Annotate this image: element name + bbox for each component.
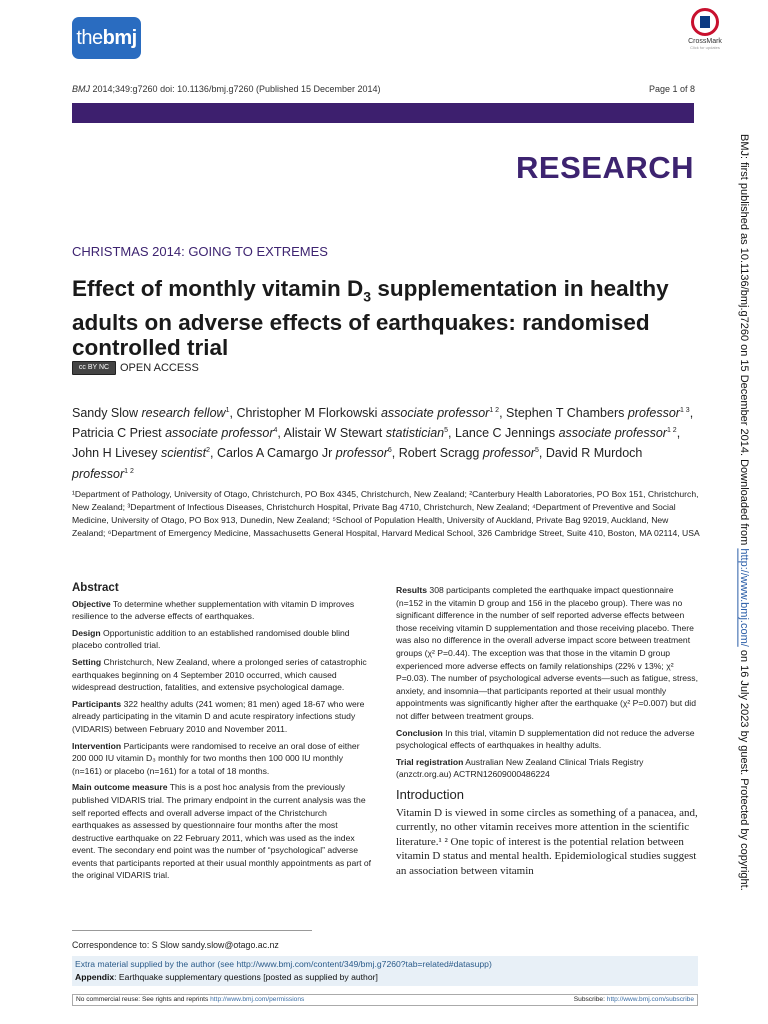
appendix-label: Appendix <box>75 972 115 982</box>
results-text: 308 participants completed the earthquake impact questionnaire (n=152 in the vitamin D group and 156 in the placebo group). There was no significant difference in the number of self reported adverse effects between those receiving vitamin D supplementation and those receiving placebo. There was also no difference in the overall adverse impact score between treatment groups (χ² P=0.44). The exception was that those in the vitamin D group experienced more adverse effects on family relationships (22% v 13%; χ² P=0.03). The number of psychological adverse events—such as fatigue, stress, anxiety, and insomnia—that participants reported at their usual monthly appointments was significantly higher after the earthquake (χ² P=0.007) but did not differ between treatment groups. <box>396 585 698 721</box>
permissions-link[interactable]: http://www.bmj.com/permissions <box>210 996 305 1003</box>
author-separator: , <box>277 426 284 441</box>
author-separator: , <box>391 446 399 461</box>
design-label: Design <box>72 627 101 638</box>
right-column <box>396 584 698 878</box>
journal-name: BMJ <box>72 84 90 94</box>
author-role: research fellow <box>141 406 226 421</box>
author <box>217 446 399 460</box>
objective-label: Objective <box>72 598 111 609</box>
outcome-text: This is a post hoc analysis from the previously published VIDARIS trial. The primary endpoint in the current analysis was the self reported effects and overall adverse impact of the Christchurch earthquakes as assessed by questionnaire four months after the most destructive earthquake on 22 February 2011, which was used as the index event. The secondary end point was the number of “psychological” adverse events that participants reported at their usual monthly appointments as part of the original VIDARIS trial. <box>72 782 372 881</box>
crossmark-sub: Click for updates <box>690 45 720 50</box>
abstract-participants <box>72 698 374 736</box>
author-name: John H Livesey <box>72 446 158 461</box>
footer-right-text: Subscribe: <box>573 996 607 1003</box>
author-name: Sandy Slow <box>72 406 139 421</box>
conclusion-text: In this trial, vitamin D supplementation did not reduce the adverse psychological effects of earthquakes in healthy adults. <box>396 727 695 751</box>
abstract-design <box>72 627 374 652</box>
author <box>506 406 693 420</box>
side-note-link[interactable]: http://www.bmj.com/ <box>738 548 750 647</box>
registration-label: Trial registration <box>396 756 464 767</box>
intervention-label: Intervention <box>72 740 122 751</box>
author <box>72 426 284 440</box>
design-text: Opportunistic addition to an established randomised double blind placebo controlled trial. <box>72 627 350 651</box>
abstract-outcome <box>72 781 374 882</box>
author-affil-sup: 4 <box>273 427 278 435</box>
author-role: associate professor <box>165 426 274 441</box>
introduction-text: Vitamin D is viewed in some circles as something of a panacea, and, currently, no other vitamin receives more attention in the scientific literature.¹ ² One topic of interest is the potential relation between vitamin D status and mental health. Epidemiological studies suggest an association between vitamin <box>396 806 698 877</box>
footer-right <box>574 995 694 1005</box>
crossmark-badge[interactable] <box>683 8 727 64</box>
author-role: professor <box>335 446 388 461</box>
author-separator: , <box>499 406 507 421</box>
logo-text-light: the <box>76 27 103 49</box>
author-affil-sup: 1 2 <box>489 407 500 414</box>
author-name: Robert Scragg <box>398 446 480 461</box>
abstract-column <box>72 582 374 886</box>
author-role: professor <box>627 406 680 421</box>
extra-material-box <box>72 956 698 986</box>
abstract-registration <box>396 756 698 781</box>
author-name: Christopher M Florkowski <box>236 406 378 421</box>
correspondence: Correspondence to: S Slow sandy.slow@otago.ac.nz <box>72 940 279 950</box>
author-role: professor <box>482 446 535 461</box>
author-role: associate professor <box>380 406 490 421</box>
author-name: Stephen T Chambers <box>506 406 625 421</box>
author-separator: , <box>689 406 694 421</box>
author-affil-sup: 1 2 <box>124 467 134 475</box>
footer-left-text: No commercial reuse: See rights and reprints <box>76 996 211 1003</box>
page-footer <box>72 994 698 1006</box>
affiliations: ¹Department of Pathology, University of Otago, Christchurch, PO Box 4345, Christchurch, New Zealand; ²Canterbury Health Laboratories, PO Box 151, Christchurch, New Zealand; ³Department of Infectious Diseases, Christchurch Hospital, Private Bag 4710, Christchurch, New Zealand; ⁴Department of Preventive and Social Medicine, University of Otago, PO Box 913, Dunedin, New Zealand; ⁵School of Population Health, University of Auckland, Private Bag 92019, Auckland, New Zealand; ⁶Department of Emergency Medicine, Massachusetts General Hospital, Harvard Medical School, 326 Cambridge Street, Suite 410, Boston, MA 02114, USA <box>72 489 700 538</box>
abstract-setting <box>72 656 374 694</box>
participants-text: 322 healthy adults (241 women; 81 men) aged 18-67 who were already participating in the vitamin D and acute respiratory infections study (VIDARIS) between February 2010 and November 2011. <box>72 698 365 734</box>
author-affil-sup: 5 <box>534 447 539 455</box>
crossmark-label: CrossMark <box>688 38 722 45</box>
author <box>72 446 217 460</box>
cc-license-icon[interactable]: cc BY NC <box>72 361 116 375</box>
subscribe-link[interactable]: http://www.bmj.com/subscribe <box>606 996 694 1003</box>
section-label: CHRISTMAS 2014: GOING TO EXTREMES <box>72 244 328 259</box>
page-number: Page 1 of 8 <box>648 84 695 94</box>
author-role: statistician <box>385 426 445 441</box>
article-title <box>72 276 712 360</box>
author-affil-sup: 5 <box>444 427 449 435</box>
appendix-text: : Earthquake supplementary questions [posted as supplied by author] <box>114 972 378 982</box>
abstract-conclusion <box>396 727 698 752</box>
author-affil-sup: 2 <box>206 447 211 455</box>
registration-text: Australian New Zealand Clinical Trials Registry (anzctr.org.au) ACTRN12609000486224 <box>396 756 644 780</box>
research-label: RESEARCH <box>516 150 694 185</box>
outcome-label: Main outcome measure <box>72 782 168 793</box>
appendix-line <box>75 971 698 984</box>
extra-material-link[interactable]: Extra material supplied by the author (see http://www.bmj.com/content/349/bmj.g7260?tab=related#datasupp) <box>75 959 492 969</box>
open-access-label: OPEN ACCESS <box>120 362 199 374</box>
title-subscript: 3 <box>363 288 372 305</box>
abstract-heading: Abstract <box>72 582 119 594</box>
author-affil-sup: 6 <box>387 447 392 455</box>
author-separator: , <box>210 446 217 461</box>
intervention-text: Participants were randomised to receive an oral dose of either 200 000 IU vitamin D₃ monthly for two months then 100 000 IU monthly (n=161) or placebo (n=161) for a total of 18 months. <box>72 740 360 776</box>
author-name: Patricia C Priest <box>72 426 162 441</box>
author-name: Lance C Jennings <box>455 426 556 441</box>
author-role: associate professor <box>558 426 667 441</box>
author-name: David R Murdoch <box>545 446 643 461</box>
author-separator: , <box>448 426 455 441</box>
abstract-intervention <box>72 740 374 778</box>
crossmark-icon <box>691 8 719 36</box>
participants-label: Participants <box>72 698 122 709</box>
bmj-logo[interactable] <box>72 17 141 59</box>
citation-line <box>72 84 381 94</box>
author-separator: , <box>229 406 237 421</box>
logo-text-bold: bmj <box>102 27 137 49</box>
author-affil-sup: 1 <box>225 407 230 414</box>
author <box>236 406 506 420</box>
setting-label: Setting <box>72 656 102 667</box>
introduction-heading: Introduction <box>396 786 464 802</box>
author-affil-sup: 1 3 <box>679 407 690 414</box>
author-separator: , <box>676 426 681 441</box>
abstract-results <box>396 584 698 723</box>
abstract-objective <box>72 598 374 623</box>
author-separator: , <box>538 446 546 461</box>
setting-text: Christchurch, New Zealand, where a prolonged series of catastrophic earthquakes beginning on 4 September 2010 occurred, which caused widespread destruction, fatalities, and extensive psychological damage. <box>72 656 367 693</box>
side-note-after: on 16 July 2023 by guest. Protected by copyright. <box>738 646 750 891</box>
title-part1: Effect of monthly vitamin D <box>72 276 364 301</box>
side-copyright-note <box>738 134 750 891</box>
author <box>455 426 680 440</box>
header-band <box>72 103 694 123</box>
objective-text: To determine whether supplementation with vitamin D improves resilience to the adverse effects of earthquakes. <box>72 598 355 622</box>
side-note-before: BMJ: first published as 10.1136/bmj.g7260 on 15 December 2014. Downloaded from <box>738 134 750 549</box>
author-role: scientist <box>160 446 207 461</box>
author-list <box>72 402 700 483</box>
open-access <box>72 361 199 375</box>
author <box>399 446 546 460</box>
footnote-rule <box>72 930 312 931</box>
results-label: Results <box>396 585 428 595</box>
author <box>284 426 455 440</box>
conclusion-label: Conclusion <box>396 727 443 738</box>
author-role: professor <box>72 466 125 481</box>
author-affil-sup: 1 2 <box>666 427 677 435</box>
citation-text: 2014;349:g7260 doi: 10.1136/bmj.g7260 (Published 15 December 2014) <box>90 84 381 94</box>
title-part2: supplementation in healthy adults on adverse effects of earthquakes: randomised controlled trial <box>72 276 669 360</box>
author-name: Carlos A Camargo Jr <box>216 446 333 461</box>
author <box>72 406 236 420</box>
author-name: Alistair W Stewart <box>283 426 383 441</box>
